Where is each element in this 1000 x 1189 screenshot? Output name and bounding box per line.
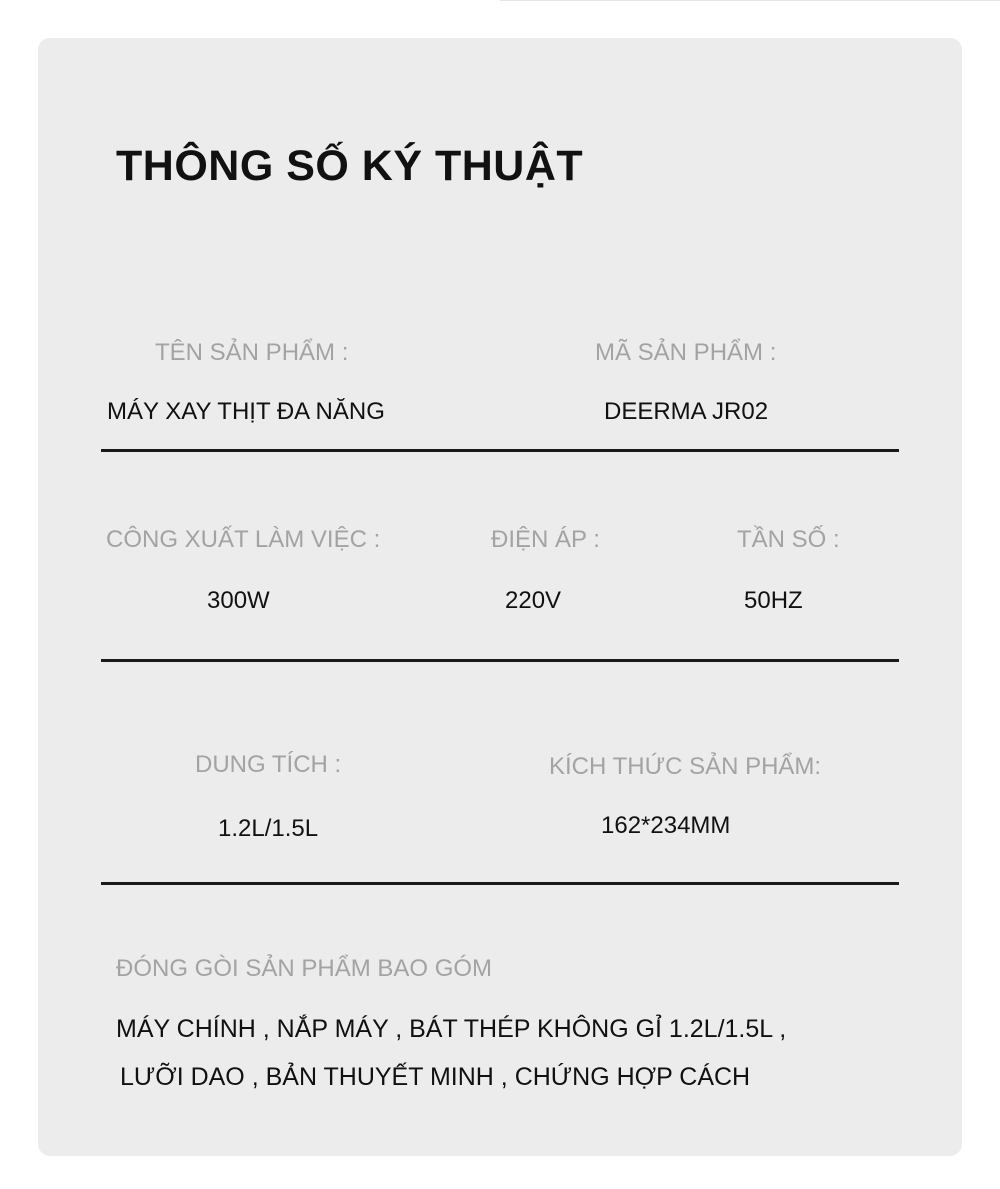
capacity-label: DUNG TÍCH :	[195, 751, 342, 778]
row-divider	[101, 449, 899, 452]
dimensions-value: 162*234MM	[601, 812, 731, 839]
package-label: ĐÓNG GÒI SẢN PHẨM BAO GÓM	[116, 955, 493, 982]
row-divider	[101, 882, 899, 885]
package-line: MÁY CHÍNH , NẮP MÁY , BÁT THÉP KHÔNG GỈ 1.2L/1.5L ,	[116, 1015, 787, 1043]
power-label: CÔNG XUẤT LÀM VIỆC :	[106, 526, 381, 553]
row-divider	[101, 659, 899, 662]
package-line: LƯỠI DAO , BẢN THUYẾT MINH , CHỨNG HỢP CÁCH	[120, 1063, 751, 1091]
top-edge-line	[500, 0, 1000, 1]
product-code-label: MÃ SẢN PHẨM :	[595, 339, 777, 366]
dimensions-label: KÍCH THỨC SẢN PHẨM:	[549, 753, 822, 780]
voltage-label: ĐIỆN ÁP :	[491, 526, 600, 553]
capacity-value: 1.2L/1.5L	[218, 815, 319, 842]
frequency-value: 50HZ	[744, 587, 803, 614]
product-code-value: DEERMA JR02	[604, 398, 769, 425]
page-title: THÔNG SỐ KÝ THUẬT	[116, 142, 584, 190]
frequency-label: TẦN SỐ :	[737, 526, 840, 553]
product-name-label: TÊN SẢN PHẨM :	[155, 339, 349, 366]
product-name-value: MÁY XAY THỊT ĐA NĂNG	[107, 398, 385, 425]
spec-card	[38, 38, 962, 1156]
power-value: 300W	[207, 587, 270, 614]
voltage-value: 220V	[505, 587, 562, 614]
